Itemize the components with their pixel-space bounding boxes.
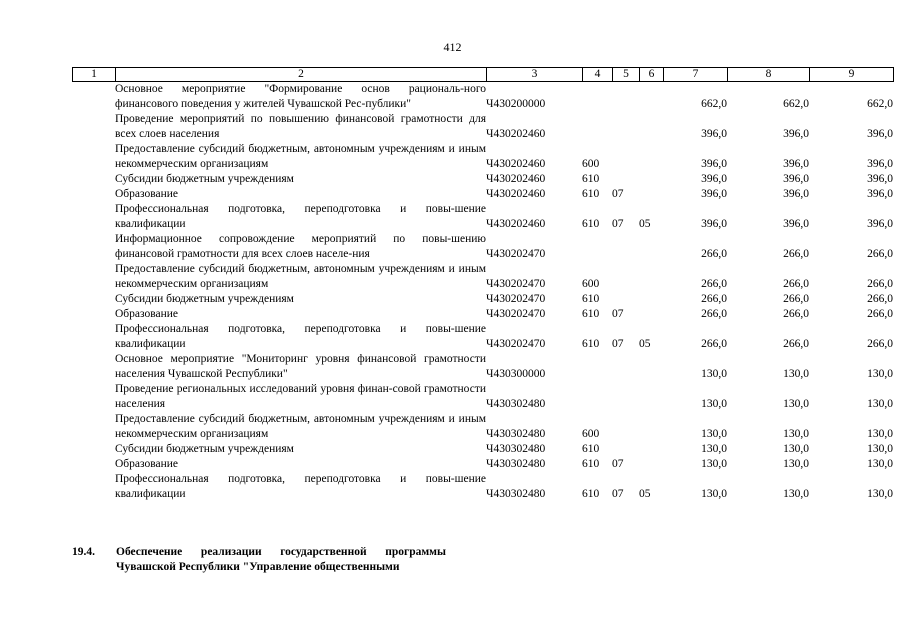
row-value-8: 396,0 <box>783 158 809 170</box>
row-value-8: 662,0 <box>783 98 809 110</box>
row-value-9: 396,0 <box>867 158 893 170</box>
row-name: Профессиональная подготовка, переподготовка и повы-шение квалификации <box>115 203 486 230</box>
table-row <box>72 322 893 352</box>
row-value-7: 130,0 <box>701 428 727 440</box>
row-value-7: 130,0 <box>701 443 727 455</box>
row-vr <box>582 352 612 382</box>
table-row <box>72 232 893 262</box>
row-pr: 05 <box>639 218 651 230</box>
table-row <box>72 307 893 322</box>
table-row <box>72 472 893 502</box>
row-index-cell <box>72 382 115 412</box>
row-value-7: 266,0 <box>701 338 727 350</box>
row-value-7: 396,0 <box>701 158 727 170</box>
row-value-7: 396,0 <box>701 188 727 200</box>
row-vr: 610 <box>582 458 600 470</box>
section-number: 19.4. <box>72 546 95 558</box>
row-vr: 610 <box>582 338 600 350</box>
row-rz <box>612 82 639 112</box>
row-value-8: 396,0 <box>783 218 809 230</box>
row-index-cell <box>72 307 115 322</box>
table-row <box>72 262 893 292</box>
row-name: Субсидии бюджетным учреждениям <box>115 173 294 185</box>
row-rz: 07 <box>612 488 624 500</box>
row-index-cell <box>72 112 115 142</box>
row-index-cell <box>72 292 115 307</box>
table-row <box>72 292 893 307</box>
row-value-7: 266,0 <box>701 278 727 290</box>
row-value-9: 396,0 <box>867 188 893 200</box>
row-value-9: 396,0 <box>867 128 893 140</box>
row-rz <box>612 262 639 292</box>
row-code: Ч430302480 <box>486 488 546 500</box>
row-vr: 610 <box>582 188 600 200</box>
row-value-7: 266,0 <box>701 293 727 305</box>
row-name: Предоставление субсидий бюджетным, автономным учреждениям и иным некоммерческим организациям <box>115 263 486 290</box>
row-name: Профессиональная подготовка, переподготовка и повы-шение квалификации <box>115 473 486 500</box>
row-value-7: 396,0 <box>701 173 727 185</box>
row-vr <box>582 382 612 412</box>
row-pr <box>639 172 663 187</box>
row-index-cell <box>72 472 115 502</box>
row-rz: 07 <box>612 218 624 230</box>
row-code: Ч430202460 <box>486 173 546 185</box>
table-row <box>72 412 893 442</box>
row-value-7: 266,0 <box>701 308 727 320</box>
row-value-9: 396,0 <box>867 218 893 230</box>
row-pr: 05 <box>639 338 651 350</box>
row-value-8: 130,0 <box>783 488 809 500</box>
row-pr <box>639 352 663 382</box>
row-value-9: 266,0 <box>867 293 893 305</box>
row-index-cell <box>72 442 115 457</box>
table-row <box>72 352 893 382</box>
table-row <box>72 82 893 112</box>
column-header-9: 9 <box>810 68 894 82</box>
page-number: 412 <box>443 40 462 54</box>
column-header-2: 2 <box>116 68 487 82</box>
row-rz <box>612 442 639 457</box>
row-rz <box>612 142 639 172</box>
row-pr: 05 <box>639 488 651 500</box>
row-index-cell <box>72 172 115 187</box>
row-value-9: 266,0 <box>867 278 893 290</box>
row-vr <box>582 232 612 262</box>
row-index-cell <box>72 412 115 442</box>
row-code: Ч430202460 <box>486 128 546 140</box>
row-code: Ч430302480 <box>486 428 546 440</box>
table-row <box>72 202 893 232</box>
row-value-7: 396,0 <box>701 128 727 140</box>
row-value-8: 130,0 <box>783 428 809 440</box>
column-header-4: 4 <box>583 68 613 82</box>
row-name: Образование <box>115 308 179 320</box>
row-pr <box>639 307 663 322</box>
row-code: Ч430300000 <box>486 368 546 380</box>
row-vr: 610 <box>582 293 600 305</box>
row-value-9: 130,0 <box>867 458 893 470</box>
table-row <box>72 187 893 202</box>
row-name: Образование <box>115 458 179 470</box>
row-rz <box>612 112 639 142</box>
row-value-8: 130,0 <box>783 368 809 380</box>
row-value-8: 396,0 <box>783 188 809 200</box>
row-pr <box>639 142 663 172</box>
table-row <box>72 142 893 172</box>
row-index-cell <box>72 262 115 292</box>
row-value-7: 662,0 <box>701 98 727 110</box>
row-pr <box>639 457 663 472</box>
row-value-9: 266,0 <box>867 308 893 320</box>
row-name: Предоставление субсидий бюджетным, автономным учреждениям и иным некоммерческим организациям <box>115 143 486 170</box>
row-value-8: 130,0 <box>783 458 809 470</box>
row-rz <box>612 172 639 187</box>
row-value-7: 130,0 <box>701 398 727 410</box>
row-vr: 610 <box>582 308 600 320</box>
row-value-8: 266,0 <box>783 308 809 320</box>
row-value-8: 266,0 <box>783 278 809 290</box>
row-code: Ч430302480 <box>486 443 546 455</box>
row-rz <box>612 382 639 412</box>
row-value-9: 266,0 <box>867 338 893 350</box>
row-value-8: 266,0 <box>783 338 809 350</box>
row-name: Основное мероприятие "Мониторинг уровня финансовой грамотности населения Чувашской Республики" <box>115 353 486 380</box>
row-code: Ч430202460 <box>486 218 546 230</box>
row-code: Ч430202470 <box>486 248 546 260</box>
row-vr: 610 <box>582 173 600 185</box>
row-vr: 610 <box>582 443 600 455</box>
row-vr <box>582 112 612 142</box>
row-vr: 600 <box>582 428 600 440</box>
column-header-5: 5 <box>613 68 640 82</box>
row-name: Информационное сопровождение мероприятий по повы-шению финансовой грамотности для всех слоев населе-ния <box>115 233 486 260</box>
budget-table <box>72 82 893 502</box>
row-value-8: 396,0 <box>783 128 809 140</box>
table-row <box>72 442 893 457</box>
row-value-9: 266,0 <box>867 248 893 260</box>
row-value-9: 130,0 <box>867 488 893 500</box>
row-code: Ч430200000 <box>486 98 546 110</box>
row-index-cell <box>72 142 115 172</box>
row-vr: 610 <box>582 488 600 500</box>
row-pr <box>639 412 663 442</box>
row-value-9: 130,0 <box>867 368 893 380</box>
row-code: Ч430202460 <box>486 158 546 170</box>
row-code: Ч430202470 <box>486 338 546 350</box>
row-rz: 07 <box>612 308 624 320</box>
row-value-7: 396,0 <box>701 218 727 230</box>
row-pr <box>639 232 663 262</box>
table-row <box>72 382 893 412</box>
row-pr <box>639 112 663 142</box>
row-rz <box>612 412 639 442</box>
row-name: Предоставление субсидий бюджетным, автономным учреждениям и иным некоммерческим организациям <box>115 413 486 440</box>
row-vr <box>582 82 612 112</box>
row-name: Образование <box>115 188 179 200</box>
row-code: Ч430202470 <box>486 308 546 320</box>
column-header-8: 8 <box>728 68 810 82</box>
section-title: Обеспечение реализации государственной программы Чувашской Республики "Управление общественными <box>116 546 446 573</box>
row-value-7: 130,0 <box>701 368 727 380</box>
row-index-cell <box>72 322 115 352</box>
row-pr <box>639 442 663 457</box>
row-value-8: 396,0 <box>783 173 809 185</box>
row-value-8: 266,0 <box>783 248 809 260</box>
row-code: Ч430202470 <box>486 278 546 290</box>
row-value-9: 130,0 <box>867 428 893 440</box>
column-header-row <box>72 67 894 82</box>
row-pr <box>639 82 663 112</box>
row-index-cell <box>72 82 115 112</box>
row-pr <box>639 262 663 292</box>
row-name: Проведение мероприятий по повышению финансовой грамотности для всех слоев населения <box>115 113 486 140</box>
row-index-cell <box>72 202 115 232</box>
row-value-7: 266,0 <box>701 248 727 260</box>
row-index-cell <box>72 187 115 202</box>
row-index-cell <box>72 232 115 262</box>
row-pr <box>639 187 663 202</box>
row-name: Субсидии бюджетным учреждениям <box>115 443 294 455</box>
row-code: Ч430202460 <box>486 188 546 200</box>
row-vr: 600 <box>582 278 600 290</box>
row-rz <box>612 292 639 307</box>
row-code: Ч430302480 <box>486 398 546 410</box>
row-value-7: 130,0 <box>701 488 727 500</box>
row-value-7: 130,0 <box>701 458 727 470</box>
row-name: Субсидии бюджетным учреждениям <box>115 293 294 305</box>
row-vr: 610 <box>582 218 600 230</box>
table-row <box>72 112 893 142</box>
column-header-1: 1 <box>73 68 116 82</box>
row-value-8: 130,0 <box>783 398 809 410</box>
row-rz: 07 <box>612 338 624 350</box>
row-rz: 07 <box>612 188 624 200</box>
row-pr <box>639 382 663 412</box>
row-name: Проведение региональных исследований уровня финан-совой грамотности населения <box>115 383 486 410</box>
row-code: Ч430202470 <box>486 293 546 305</box>
row-rz <box>612 352 639 382</box>
row-value-8: 266,0 <box>783 293 809 305</box>
row-value-8: 130,0 <box>783 443 809 455</box>
column-header-3: 3 <box>487 68 583 82</box>
row-name: Основное мероприятие "Формирование основ рациональ-ного финансового поведения у жителей Чувашской Рес-публики" <box>115 83 486 110</box>
row-index-cell <box>72 352 115 382</box>
row-vr: 600 <box>582 158 600 170</box>
table-row <box>72 457 893 472</box>
row-value-9: 662,0 <box>867 98 893 110</box>
row-value-9: 130,0 <box>867 443 893 455</box>
column-header-7: 7 <box>664 68 728 82</box>
row-rz: 07 <box>612 458 624 470</box>
row-name: Профессиональная подготовка, переподготовка и повы-шение квалификации <box>115 323 486 350</box>
row-pr <box>639 292 663 307</box>
row-index-cell <box>72 457 115 472</box>
row-value-9: 396,0 <box>867 173 893 185</box>
row-rz <box>612 232 639 262</box>
row-code: Ч430302480 <box>486 458 546 470</box>
column-header-6: 6 <box>640 68 664 82</box>
table-row <box>72 172 893 187</box>
row-value-9: 130,0 <box>867 398 893 410</box>
